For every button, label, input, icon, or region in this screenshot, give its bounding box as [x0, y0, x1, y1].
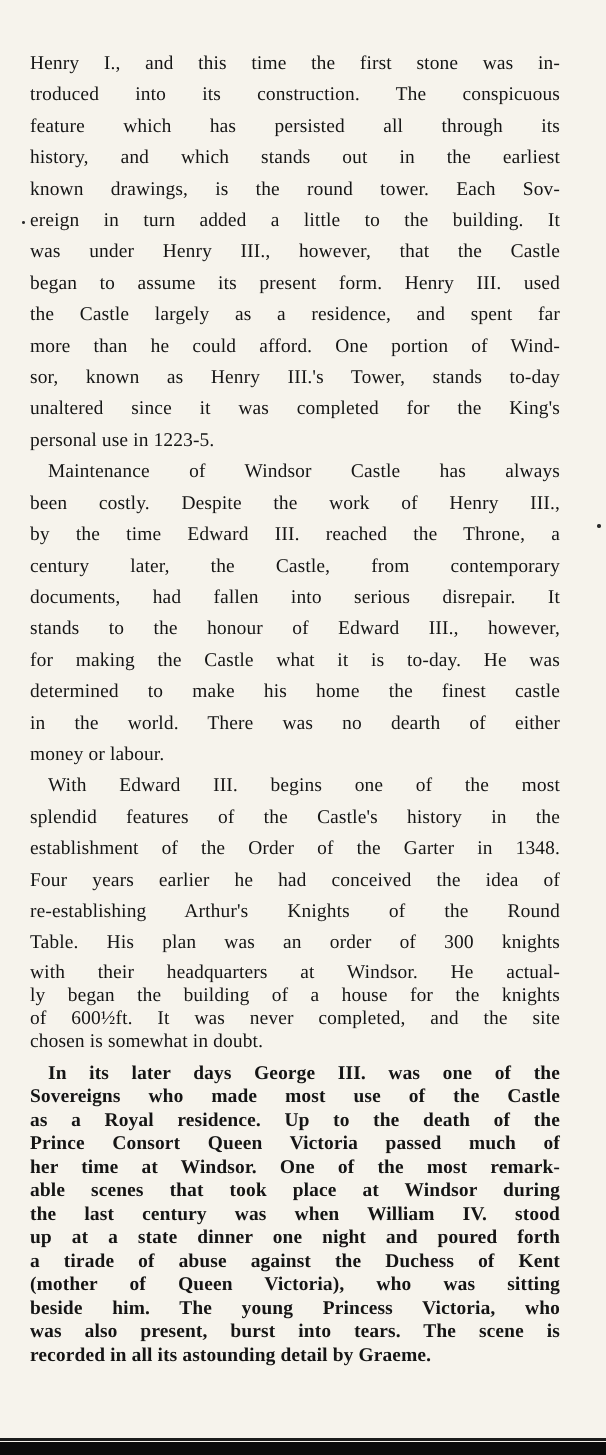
text-line: the Castle largely as a residence, and spent far	[30, 304, 560, 326]
text-line: as a Royal residence. Up to the death of the	[30, 1109, 560, 1131]
text-line: money or labour.	[30, 743, 165, 765]
text-line: her time at Windsor. One of the most remark-	[30, 1156, 560, 1178]
text-line: began to assume its present form. Henry III. used	[30, 272, 560, 294]
bottom-border-rule	[0, 1442, 606, 1455]
text-line: troduced into its construction. The conspicuous	[30, 84, 560, 106]
text-line: (mother of Queen Victoria), who was sitting	[30, 1274, 560, 1296]
text-line: Maintenance of Windsor Castle has always	[48, 461, 560, 483]
paragraph-knights-house	[30, 961, 560, 1054]
text-line: ereign in turn added a little to the building. It	[30, 210, 560, 232]
text-line: unaltered since it was completed for the King's	[30, 398, 560, 420]
text-line: Table. His plan was an order of 300 knights	[30, 932, 560, 954]
margin-ink-dot	[22, 221, 25, 224]
text-line: Prince Consort Queen Victoria passed much of	[30, 1133, 560, 1155]
text-line: the last century was when William IV. stood	[30, 1203, 560, 1225]
paragraph-garter	[30, 770, 560, 958]
text-line: re-establishing Arthur's Knights of the Round	[30, 900, 560, 922]
text-line: in the world. There was no dearth of either	[30, 712, 560, 734]
text-line: determined to make his home the finest castle	[30, 681, 560, 703]
text-line: With Edward III. begins one of the most	[48, 775, 560, 797]
paragraph-henry	[30, 48, 560, 456]
text-line: for making the Castle what it is to-day. He was	[30, 649, 560, 671]
article-column	[30, 48, 560, 1367]
text-line: ly began the building of a house for the knights	[30, 984, 560, 1006]
margin-ink-dot	[597, 524, 601, 528]
text-line: been costly. Despite the work of Henry III.,	[30, 492, 560, 514]
text-line: history, and which stands out in the earliest	[30, 147, 560, 169]
text-line: feature which has persisted all through its	[30, 115, 560, 137]
text-line: beside him. The young Princess Victoria, who	[30, 1297, 560, 1319]
text-line: was also present, burst into tears. The scene is	[30, 1321, 560, 1343]
text-line: personal use in 1223-5.	[30, 429, 215, 451]
text-line: century later, the Castle, from contemporary	[30, 555, 560, 577]
text-line: documents, had fallen into serious disrepair. It	[30, 586, 560, 608]
text-line: Sovereigns who made most use of the Castle	[30, 1086, 560, 1108]
text-line: of 600½ft. It was never completed, and the site	[30, 1008, 560, 1030]
text-line: a tirade of abuse against the Duchess of Kent	[30, 1250, 560, 1272]
text-line: with their headquarters at Windsor. He actual-	[30, 961, 560, 983]
text-line: known drawings, is the round tower. Each Sov-	[30, 178, 560, 200]
text-line: establishment of the Order of the Garter in 1348.	[30, 838, 560, 860]
text-line: was under Henry III., however, that the Castle	[30, 241, 560, 263]
text-line: recorded in all its astounding detail by Graeme.	[30, 1344, 432, 1366]
text-line: splendid features of the Castle's history in the	[30, 806, 560, 828]
text-line: chosen is somewhat in doubt.	[30, 1031, 264, 1053]
text-line: more than he could afford. One portion of Wind-	[30, 335, 560, 357]
text-line: able scenes that took place at Windsor during	[30, 1180, 560, 1202]
text-line: In its later days George III. was one of the	[48, 1062, 560, 1084]
text-line: stands to the honour of Edward III., however,	[30, 618, 560, 640]
text-line: Henry I., and this time the first stone was in-	[30, 53, 560, 74]
text-line: sor, known as Henry III.'s Tower, stands to-day	[30, 367, 560, 389]
paragraph-maintenance	[30, 456, 560, 770]
text-line: up at a state dinner one night and poured forth	[30, 1227, 560, 1249]
text-line: by the time Edward III. reached the Throne, a	[30, 524, 560, 546]
text-line: Four years earlier he had conceived the idea of	[30, 869, 560, 891]
paragraph-george-iii	[30, 1062, 560, 1368]
